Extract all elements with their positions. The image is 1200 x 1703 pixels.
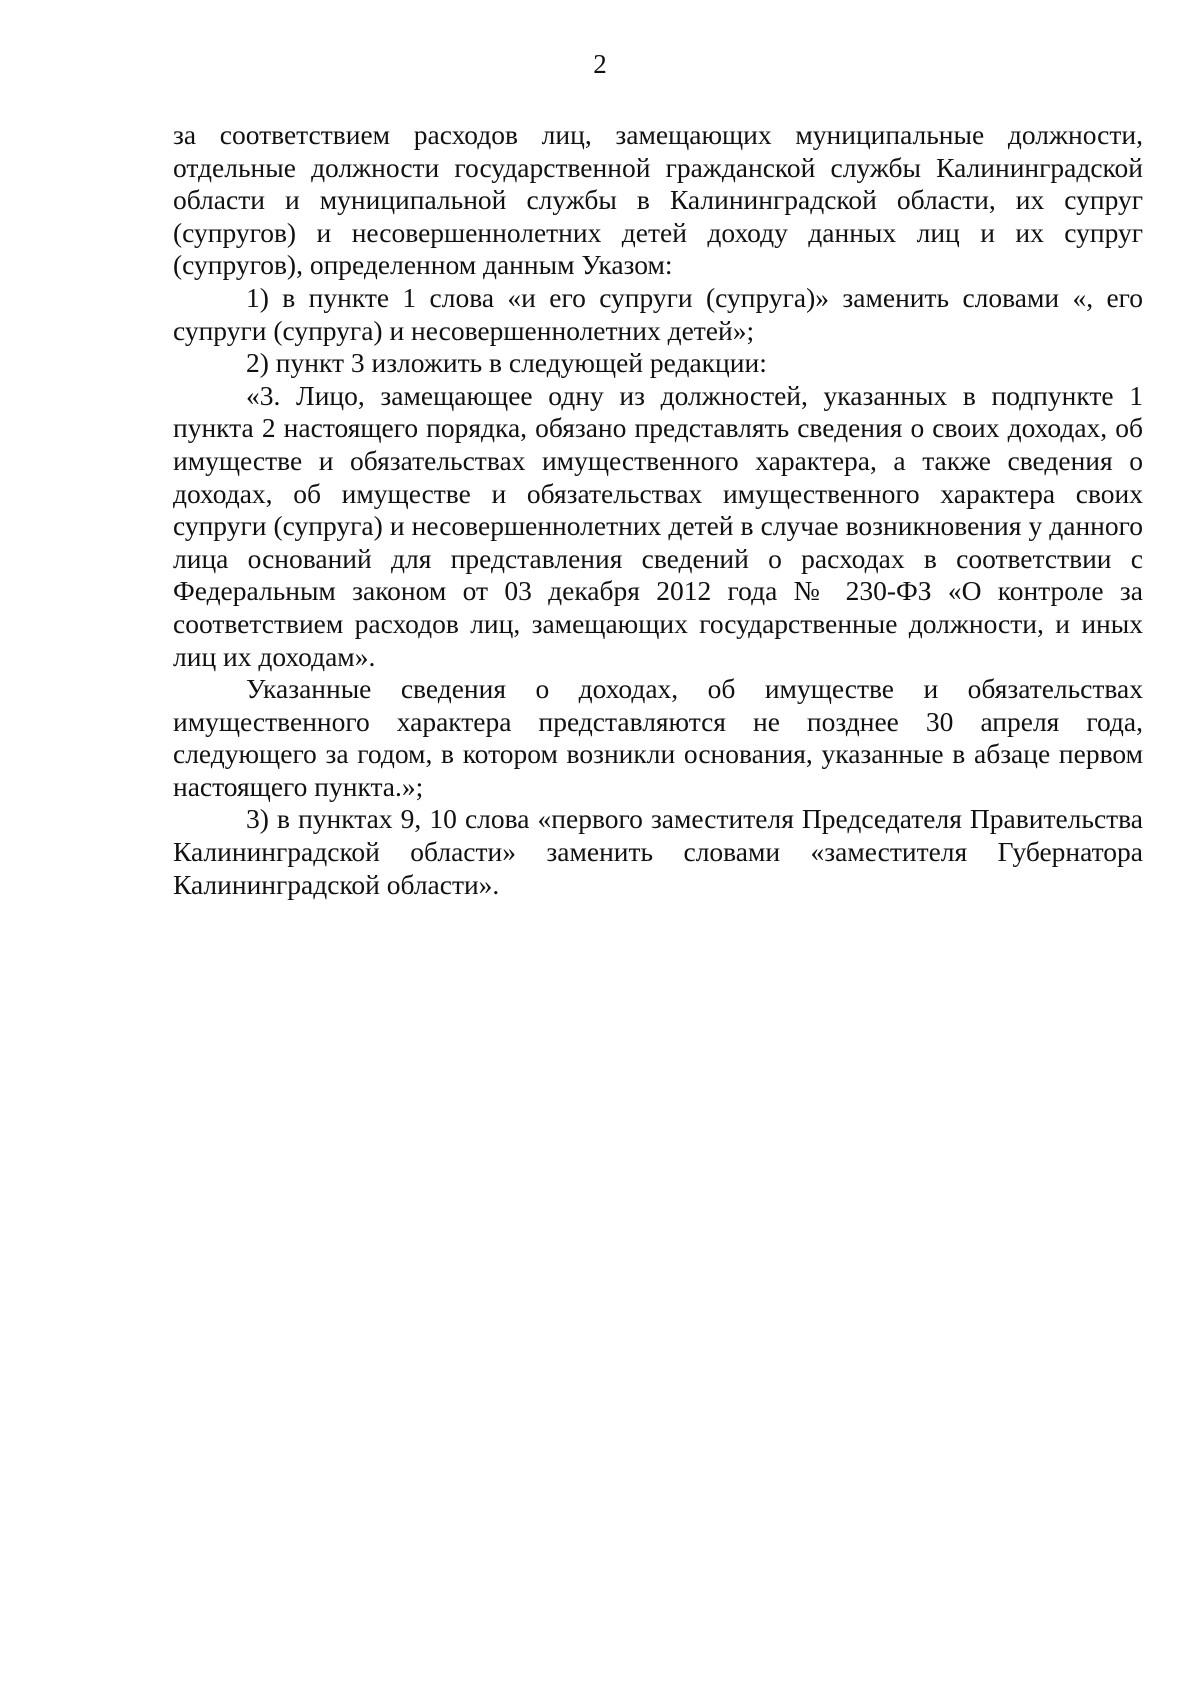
paragraph-continuation: за соответствием расходов лиц, замещающих муниципальные должности, отдельные должности государственной гражданской службы Калининградской области и муниципальной службы в Калининградской области, их супруг (супругов) и несовершеннолетних детей доходу данных лиц и их супруг (супругов), определенном данным Указом: [173, 119, 1143, 281]
page-number: 2 [593, 49, 607, 79]
document-body [173, 119, 1143, 901]
paragraph-item-1: 1) в пункте 1 слова «и его супруги (супруга)» заменить словами «, его супруги (супруга) и несовершеннолетних детей»; [173, 281, 1143, 346]
paragraph-item-3: 3) в пунктах 9, 10 слова «первого заместителя Председателя Правительства Калининградской области» заменить словами «заместителя Губернатора Калининградской области». [173, 803, 1143, 900]
paragraph-point-3-deadline: Указанные сведения о доходах, об имуществе и обязательствах имущественного характера представляются не позднее 30 апреля года, следующего за годом, в котором возникли основания, указанные в абзаце первом настоящего пункта.»; [173, 673, 1143, 802]
paragraph-item-2: 2) пункт 3 изложить в следующей редакции: [246, 347, 767, 379]
paragraph-point-3-text: «3. Лицо, замещающее одну из должностей, указанных в подпункте 1 пункта 2 настоящего порядка, обязано представлять сведения о своих доходах, об имуществе и обязательствах имущественного характера, а также сведения о доходах, об имуществе и обязательствах имущественного характера своих супруги (супруга) и несовершеннолетних детей в случае возникновения у данного лица оснований для представления сведений о расходах в соответствии с Федеральным законом от 03 декабря 2012 года № 230-ФЗ «О контроле за соответствием расходов лиц, замещающих государственные должности, и иных лиц их доходам». [173, 379, 1143, 672]
